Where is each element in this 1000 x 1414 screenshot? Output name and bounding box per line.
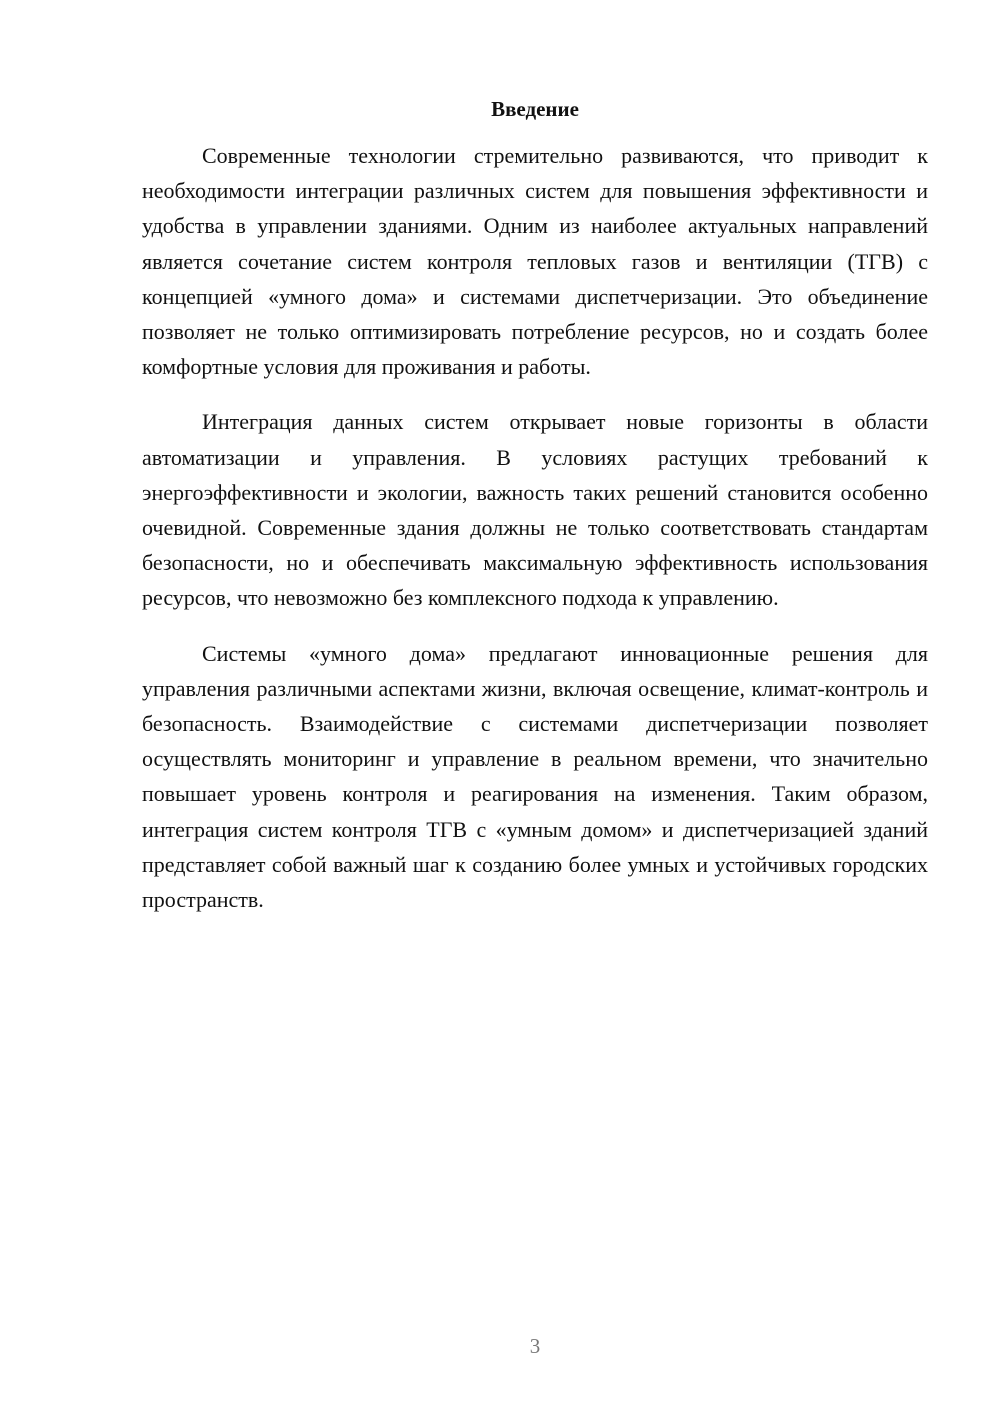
section-title: Введение — [491, 97, 579, 121]
page-content — [142, 94, 928, 937]
page-number: 3 — [529, 1334, 541, 1358]
paragraph-3: Системы «умного дома» предлагают инновационные решения для управления различными аспектами жизни, включая освещение, климат-контроль и безопасность. Взаимодействие с системами диспетчеризации позволяет осуществлять мониторинг и управление в реальном времени, что значительно повышает уровень контроля и реагирования на изменения. Таким образом, интеграция систем контроля ТГВ с «умным домом» и диспетчеризацией зданий представляет собой важный шаг к созданию более умных и устойчивых городских пространств. — [142, 640, 928, 913]
paragraph-2: Интеграция данных систем открывает новые горизонты в области автоматизации и управления. В условиях растущих требований к энергоэффективности и экологии, важность таких решений становится особенно очевидной. Современные здания должны не только соответствовать стандартам безопасности, но и обеспечивать максимальную эффективность использования ресурсов, что невозможно без комплексного подхода к управлению. — [142, 409, 928, 611]
paragraph-1: Современные технологии стремительно развиваются, что приводит к необходимости интеграции различных систем для повышения эффективности и удобства в управлении зданиями. Одним из наиболее актуальных направлений является сочетание систем контроля тепловых газов и вентиляции (ТГВ) с концепцией «умного дома» и системами диспетчеризации. Это объединение позволяет не только оптимизировать потребление ресурсов, но и создать более комфортные условия для проживания и работы. — [142, 143, 928, 380]
